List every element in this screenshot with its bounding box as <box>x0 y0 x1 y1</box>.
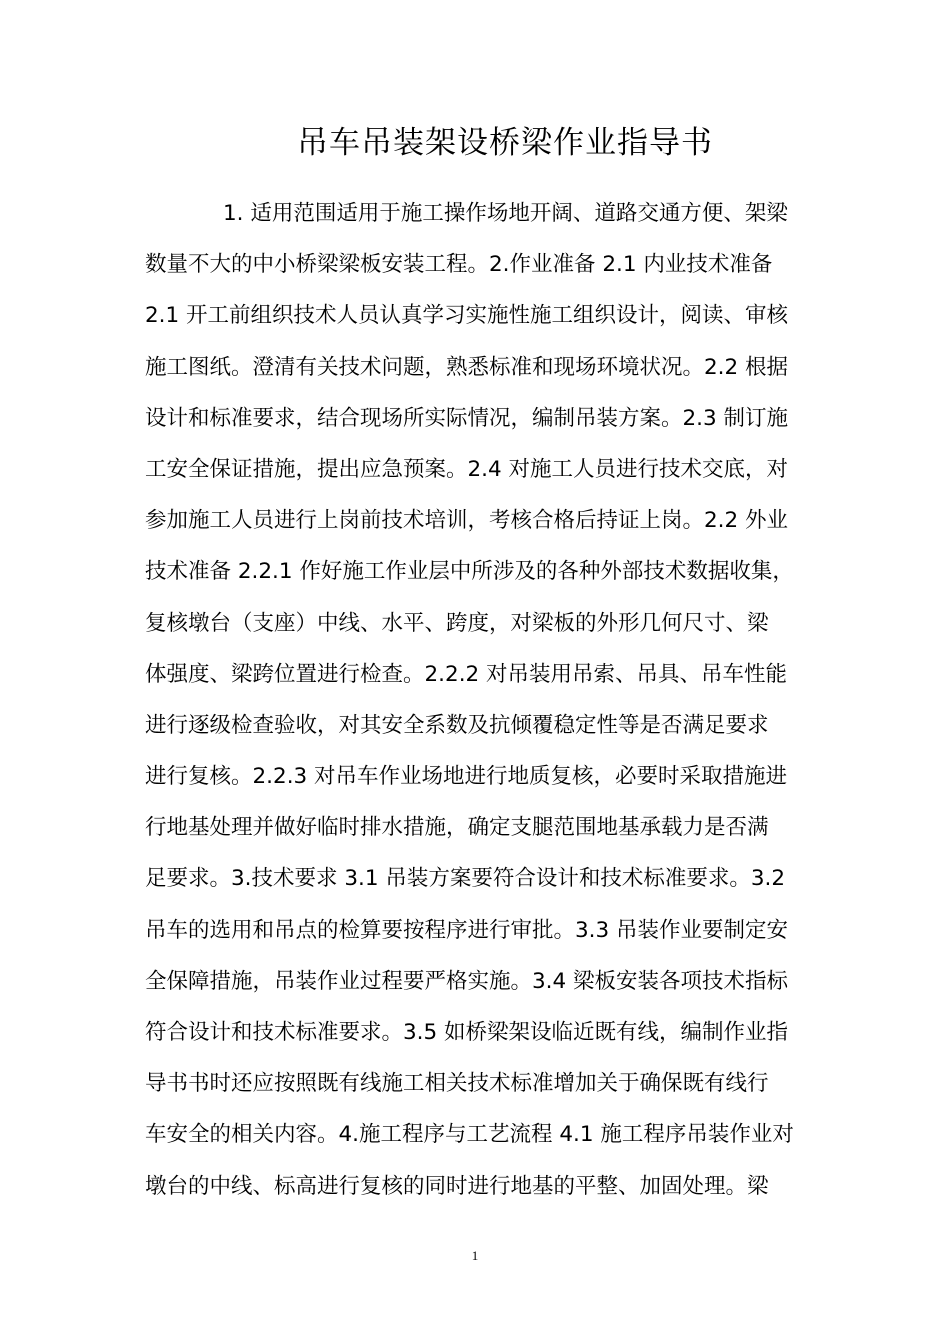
body-line: 数量不大的中小桥梁梁板安装工程。2.作业准备 2.1 内业技术准备 <box>145 252 773 278</box>
body-line: 符合设计和技术标准要求。3.5 如桥梁架设临近既有线，编制作业指 <box>145 1020 789 1045</box>
body-line: 体强度、梁跨位置进行检查。2.2.2 对吊装用吊索、吊具、吊车性能 <box>145 661 788 687</box>
body-line: 墩台的中线、标高进行复核的同时进行地基的平整、加固处理。梁 <box>145 1173 769 1199</box>
body-line: 参加施工人员进行上岗前技术培训，考核合格后持证上岗。2.2 外业 <box>145 508 789 534</box>
body-line: 设计和标准要求，结合现场所实际情况，编制吊装方案。2.3 制订施 <box>145 405 789 431</box>
body-line: 2.1 开工前组织技术人员认真学习实施性施工组织设计，阅读、审核 <box>145 303 789 329</box>
body-line: 工安全保证措施，提出应急预案。2.4 对施工人员进行技术交底，对 <box>145 456 789 482</box>
body-line: 1. 适用范围适用于施工操作场地开阔、道路交通方便、架梁 <box>223 201 788 226</box>
body-line: 足要求。3.技术要求 3.1 吊装方案要符合设计和技术标准要求。3.2 <box>145 866 786 892</box>
document-title: 吊车吊装架设桥梁作业指导书 <box>297 125 713 161</box>
body-line: 吊车的选用和吊点的检算要按程序进行审批。3.3 吊装作业要制定安 <box>145 917 789 943</box>
body-line: 进行复核。2.2.3 对吊车作业场地进行地质复核，必要时采取措施进 <box>145 764 788 790</box>
body-line: 进行逐级检查验收，对其安全系数及抗倾覆稳定性等是否满足要求 <box>145 712 769 738</box>
body-line: 复核墩台（支座）中线、水平、跨度，对梁板的外形几何尺寸、梁 <box>145 610 769 636</box>
body-line: 车安全的相关内容。4.施工程序与工艺流程 4.1 施工程序吊装作业对 <box>145 1122 794 1148</box>
body-line: 施工图纸。澄清有关技术问题，熟悉标准和现场环境状况。2.2 根据 <box>145 354 789 380</box>
body-line: 行地基处理并做好临时排水措施，确定支腿范围地基承载力是否满 <box>145 815 769 841</box>
body-line: 技术准备 2.2.1 作好施工作业层中所涉及的各种外部技术数据收集， <box>145 559 794 585</box>
document-body <box>145 188 805 1212</box>
body-line: 导书书时还应按照既有线施工相关技术标准增加关于确保既有线行 <box>145 1071 769 1097</box>
body-line: 全保障措施，吊装作业过程要严格实施。3.4 梁板安装各项技术指标 <box>145 968 789 994</box>
page-number: 1 <box>471 1248 479 1263</box>
